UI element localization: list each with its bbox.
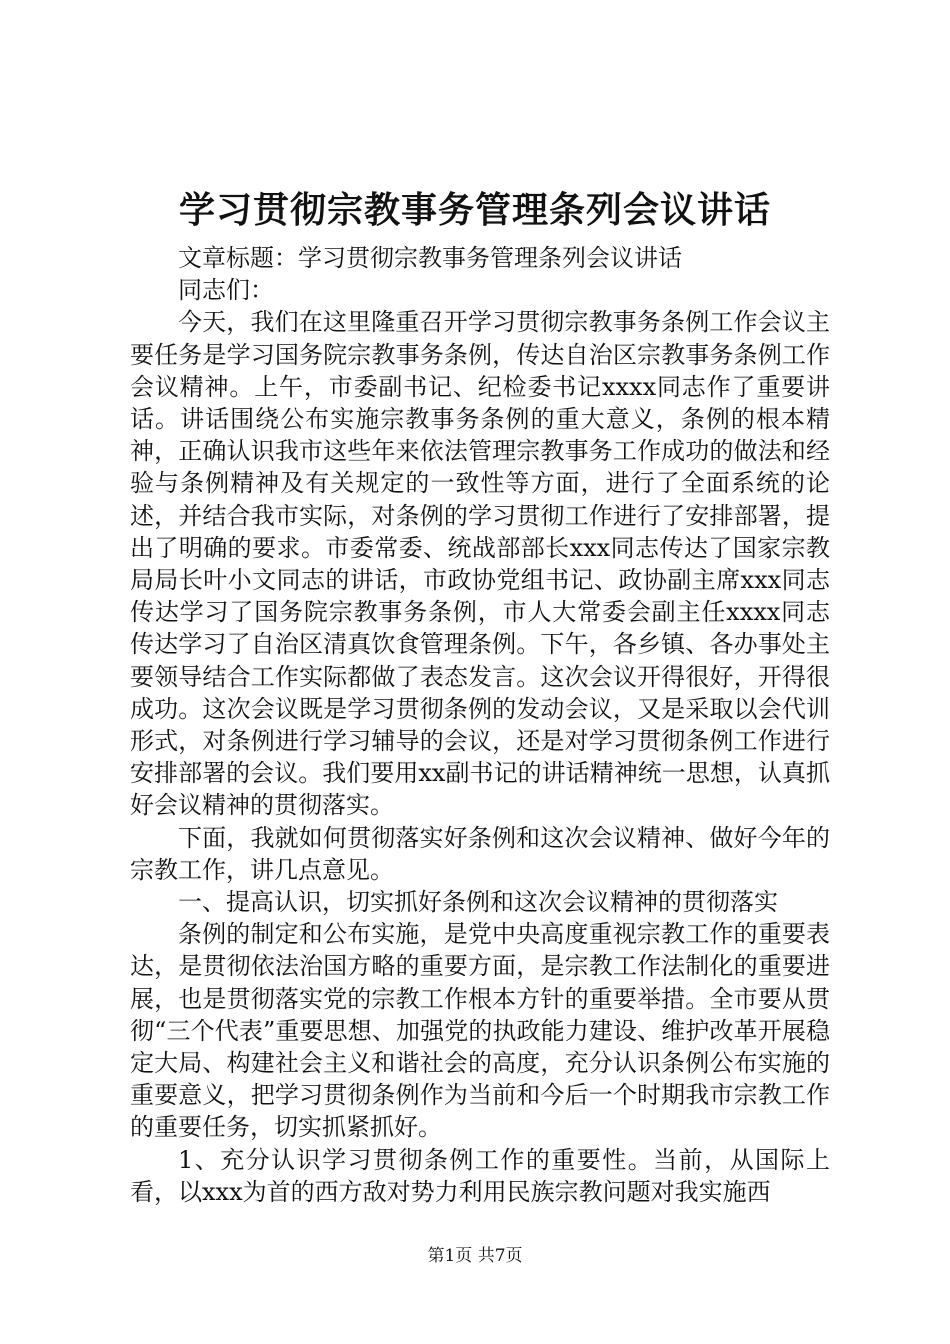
paragraph-transition: 下面，我就如何贯彻落实好条例和这次会议精神、做好今年的宗教工作，讲几点意见。 [130, 823, 830, 884]
document-body [130, 242, 830, 1208]
section-heading-1: 一、提高认识，切实抓好条例和这次会议精神的贯彻落实 [178, 888, 778, 917]
paragraph-salutation: 同志们： [178, 276, 274, 305]
paragraph-item-1: 1、充分认识学习贯彻条例工作的重要性。当前，从国际上看，以xxx为首的西方敌对势力利用民族宗教问题对我实施西 [130, 1145, 830, 1206]
paragraph-opening: 今天，我们在这里隆重召开学习贯彻宗教事务条例工作会议主要任务是学习国务院宗教事务条例，传达自治区宗教事务条例工作会议精神。上午，市委副书记、纪检委书记xxxx同志作了重要讲话。讲话围绕公布实施宗教事务条例的重大意义，条例的根本精神，正确认识我市这些年来依法管理宗教事务工作成功的做法和经验与条例精神及有关规定的一致性等方面，进行了全面系统的论述，并结合我市实际，对条例的学习贯彻工作进行了安排部署，提出了明确的要求。市委常委、统战部部长xxx同志传达了国家宗教局局长叶小文同志的讲话，市政协党组书记、政协副主席xxx同志传达学习了国务院宗教事务条例，市人大常委会副主任xxxx同志传达学习了自治区清真饮食管理条例。下午，各乡镇、各办事处主要领导结合工作实际都做了表态发言。这次会议开得很好，开得很成功。这次会议既是学习贯彻条例的发动会议，又是采取以会代训形式，对条例进行学习辅导的会议，还是对学习贯彻条例工作进行安排部署的会议。我们要用xx副书记的讲话精神统一思想，认真抓好会议精神的贯彻落实。 [130, 308, 830, 820]
page-footer: 第1页 共7页 [427, 1246, 523, 1266]
paragraph-article-title: 文章标题：学习贯彻宗教事务管理条列会议讲话 [178, 244, 682, 272]
document-title: 学习贯彻宗教事务管理条列会议讲话 [178, 189, 771, 231]
paragraph-section-1: 条例的制定和公布实施，是党中央高度重视宗教工作的重要表达，是贯彻依法治国方略的重要方面，是宗教工作法制化的重要进展，也是贯彻落实党的宗教工作根本方针的重要举措。全市要从贯彻“三个代表”重要思想、加强党的执政能力建设、维护改革开展稳定大局、构建社会主义和谐社会的高度，充分认识条例公布实施的重要意义，把学习贯彻条例作为当前和今后一个时期我市宗教工作的重要任务，切实抓紧抓好。 [130, 920, 830, 1142]
